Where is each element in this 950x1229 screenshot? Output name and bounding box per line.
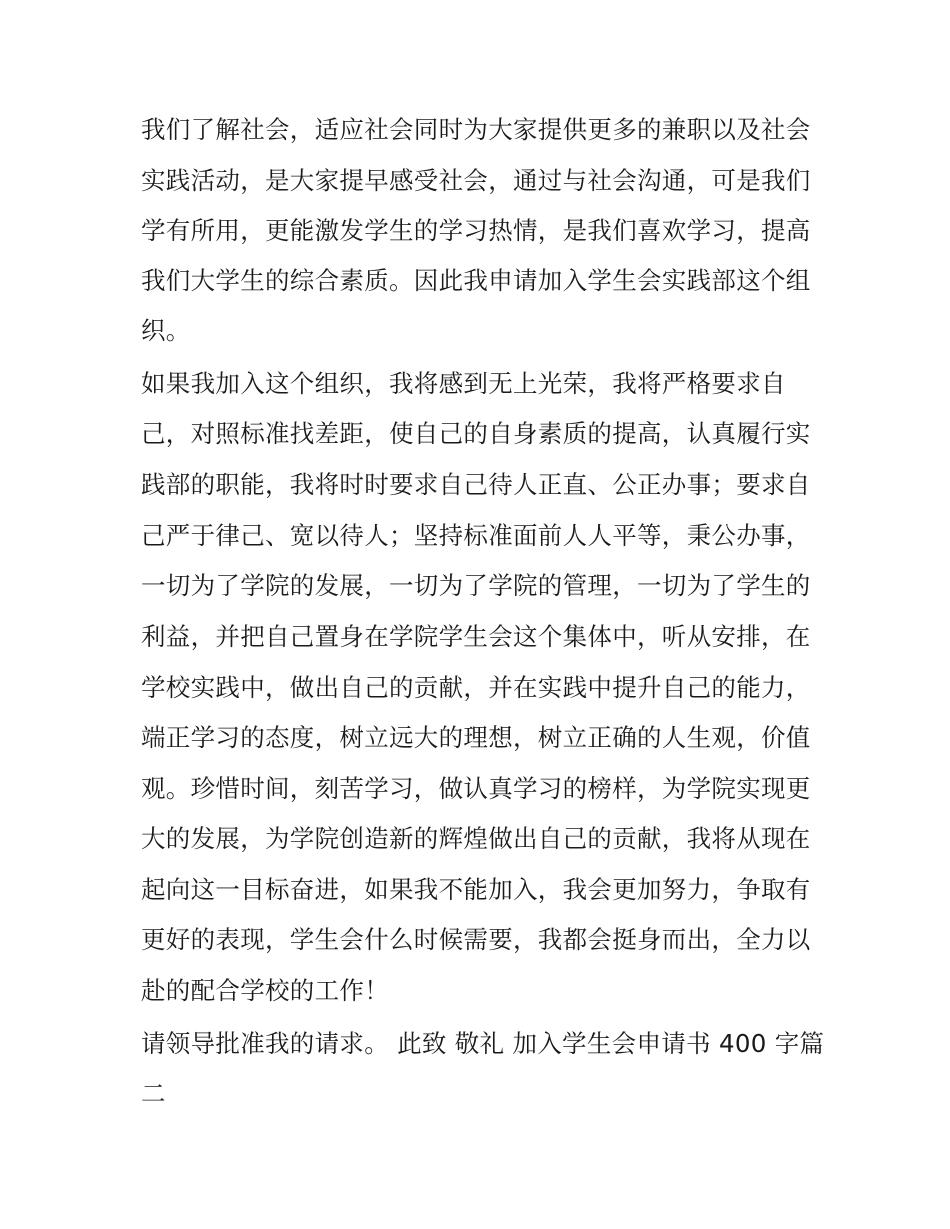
paragraph-line: 二 bbox=[141, 1079, 166, 1108]
paragraph-line: 一切为了学院的发展，一切为了学院的管理，一切为了学生的 bbox=[141, 571, 811, 600]
paragraph-line: 如果我加入这个组织，我将感到无上光荣，我将严格要求自 bbox=[141, 369, 786, 398]
paragraph-line: 起向这一目标奋进，如果我不能加入，我会更加努力，争取有 bbox=[141, 875, 811, 904]
paragraph-line: 织。 bbox=[141, 316, 191, 345]
paragraph-line: 更好的表现，学生会什么时候需要，我都会挺身而出，全力以 bbox=[141, 925, 811, 954]
paragraph-line: 我们大学生的综合素质。因此我申请加入学生会实践部这个组 bbox=[141, 266, 811, 295]
paragraph-line: 大的发展，为学院创造新的辉煌做出自己的贡献，我将从现在 bbox=[141, 824, 811, 853]
paragraph-line: 己，对照标准找差距，使自己的自身素质的提高，认真履行实 bbox=[141, 419, 811, 448]
paragraph-line: 赴的配合学校的工作！ bbox=[141, 976, 389, 1005]
paragraph-line: 端正学习的态度，树立远大的理想，树立正确的人生观，价值 bbox=[141, 723, 811, 752]
paragraph-line: 我们了解社会，适应社会同时为大家提供更多的兼职以及社会 bbox=[141, 115, 811, 144]
paragraph-line: 利益，并把自己置身在学院学生会这个集体中，听从安排，在 bbox=[141, 622, 811, 651]
paragraph-line: 请领导批准我的请求。 此致 敬礼 加入学生会申请书 400 字篇 bbox=[141, 1029, 825, 1058]
paragraph-line: 观。珍惜时间，刻苦学习，做认真学习的榜样，为学院实现更 bbox=[141, 774, 811, 803]
paragraph-line: 学校实践中，做出自己的贡献，并在实践中提升自己的能力， bbox=[141, 673, 811, 702]
paragraph-line: 己严于律己、宽以待人；坚持标准面前人人平等，秉公办事， bbox=[141, 521, 811, 550]
paragraph-line: 践部的职能，我将时时要求自己待人正直、公正办事；要求自 bbox=[141, 470, 811, 499]
paragraph-line: 学有所用，更能激发学生的学习热情，是我们喜欢学习，提高 bbox=[141, 216, 811, 245]
paragraph-line: 实践活动，是大家提早感受社会，通过与社会沟通，可是我们 bbox=[141, 166, 811, 195]
